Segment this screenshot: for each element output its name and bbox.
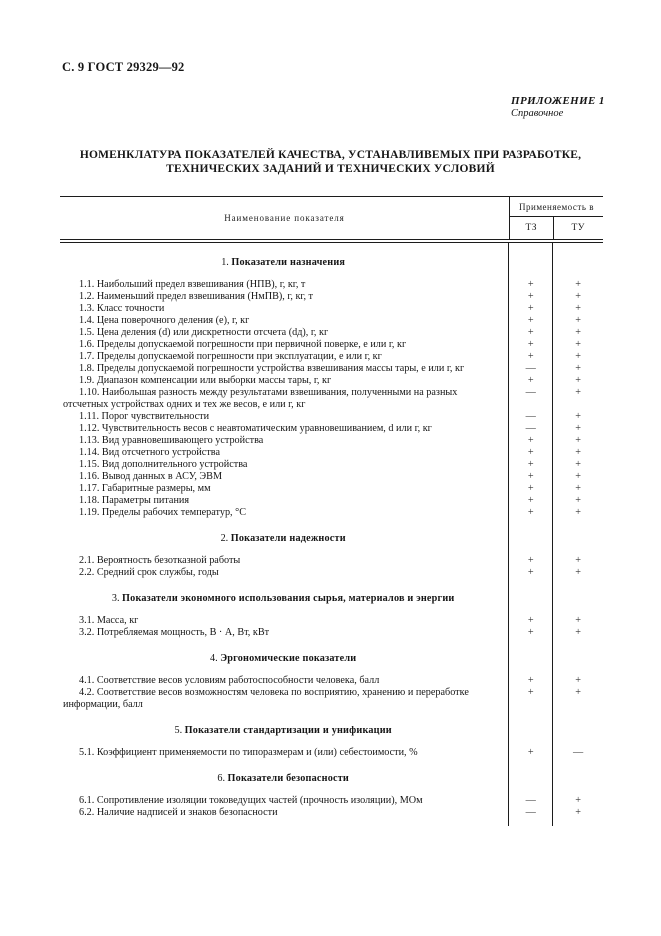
table-row bbox=[60, 627, 603, 639]
table-row bbox=[60, 291, 603, 303]
section-number: 3. bbox=[111, 593, 120, 604]
tu-value: + bbox=[552, 807, 603, 819]
tz-value: + bbox=[508, 315, 552, 327]
tu-cell-empty bbox=[552, 579, 603, 615]
table-header bbox=[60, 197, 603, 239]
tz-value: + bbox=[508, 627, 552, 639]
indicator-name: 3.2. Потребляемая мощность, В · А, Вт, кВт bbox=[79, 627, 270, 638]
tu-value: + bbox=[552, 303, 603, 315]
indicator-name: 1.1. Наибольший предел взвешивания (НПВ), г, кг, т bbox=[79, 279, 306, 290]
applicability-header-group bbox=[509, 197, 603, 239]
tz-value: — bbox=[508, 807, 552, 819]
annex-title: ПРИЛОЖЕНИЕ 1 bbox=[511, 95, 605, 107]
table-row bbox=[60, 447, 603, 459]
tz-value: + bbox=[508, 507, 552, 519]
indicators-table bbox=[60, 196, 603, 826]
tz-value: — bbox=[508, 387, 552, 411]
table-row bbox=[60, 387, 603, 411]
tz-value: + bbox=[508, 351, 552, 363]
table-row bbox=[60, 339, 603, 351]
tz-value: + bbox=[508, 327, 552, 339]
tu-value: + bbox=[552, 459, 603, 471]
table-row bbox=[60, 675, 603, 687]
tz-value: + bbox=[508, 447, 552, 459]
table-row bbox=[60, 495, 603, 507]
indicator-name: 1.5. Цена деления (d) или дискретности отсчета (dд), г, кг bbox=[79, 327, 329, 338]
tu-value: + bbox=[552, 423, 603, 435]
table-row bbox=[60, 795, 603, 807]
tz-value: — bbox=[508, 795, 552, 807]
tz-value bbox=[508, 819, 552, 826]
section-heading-row bbox=[60, 243, 603, 279]
tz-value: + bbox=[508, 279, 552, 291]
table-row bbox=[60, 483, 603, 495]
table-body bbox=[60, 243, 603, 826]
indicator-name: 1.18. Параметры питания bbox=[79, 495, 190, 506]
tz-cell-empty bbox=[508, 759, 552, 795]
tu-value: + bbox=[552, 411, 603, 423]
page-title bbox=[0, 149, 661, 176]
tz-value: + bbox=[508, 483, 552, 495]
indicator-name: 5.1. Коэффициент применяемости по типоразмерам и (или) себестоимости, % bbox=[79, 747, 418, 758]
indicator-name: 1.9. Диапазон компенсации или выборки массы тары, г, кг bbox=[79, 375, 332, 386]
tu-value: + bbox=[552, 567, 603, 579]
tu-cell-empty bbox=[552, 519, 603, 555]
section-number: 4. bbox=[210, 653, 218, 664]
tu-value: + bbox=[552, 795, 603, 807]
indicator-name: 1.16. Вывод данных в АСУ, ЭВМ bbox=[79, 471, 223, 482]
section-title: Эргономические показатели bbox=[220, 653, 357, 664]
indicator-name: 2.1. Вероятность безотказной работы bbox=[79, 555, 241, 566]
table-row bbox=[60, 435, 603, 447]
tu-cell-empty bbox=[552, 759, 603, 795]
column-header-tz: ТЗ bbox=[525, 223, 538, 233]
subheader-row bbox=[510, 217, 603, 239]
section-title: Показатели экономного использования сырья, материалов и энергии bbox=[122, 593, 455, 604]
section-title: Показатели назначения bbox=[231, 257, 346, 268]
tu-value: + bbox=[552, 627, 603, 639]
page-title-line2: ТЕХНИЧЕСКИХ ЗАДАНИЙ И ТЕХНИЧЕСКИХ УСЛОВИЙ bbox=[166, 162, 495, 175]
indicator-name: 1.15. Вид дополнительного устройства bbox=[79, 459, 248, 470]
table-row bbox=[60, 567, 603, 579]
table-row bbox=[60, 375, 603, 387]
tz-value: — bbox=[508, 363, 552, 375]
tz-cell-empty bbox=[508, 243, 552, 279]
tz-value: + bbox=[508, 687, 552, 711]
section-number: 5. bbox=[174, 725, 183, 736]
tu-value: + bbox=[552, 507, 603, 519]
tz-value: + bbox=[508, 375, 552, 387]
tz-value: + bbox=[508, 675, 552, 687]
section-heading bbox=[60, 243, 508, 279]
table-row bbox=[60, 747, 603, 759]
section-heading-row bbox=[60, 711, 603, 747]
tu-value bbox=[552, 819, 603, 826]
table-row bbox=[60, 303, 603, 315]
tu-value: + bbox=[552, 495, 603, 507]
tz-value: + bbox=[508, 291, 552, 303]
tu-value: + bbox=[552, 327, 603, 339]
tz-value: + bbox=[508, 303, 552, 315]
tz-cell-empty bbox=[508, 579, 552, 615]
tu-value: + bbox=[552, 363, 603, 375]
indicator-name: 1.17. Габаритные размеры, мм bbox=[79, 483, 211, 494]
section-number: 1. bbox=[221, 257, 229, 268]
section-number: 6. bbox=[217, 773, 225, 784]
tz-cell-empty bbox=[508, 519, 552, 555]
tu-value: + bbox=[552, 615, 603, 627]
tu-value: — bbox=[552, 747, 603, 759]
tz-value: + bbox=[508, 567, 552, 579]
indicator-name: 1.3. Класс точности bbox=[79, 303, 165, 314]
tu-value: + bbox=[552, 471, 603, 483]
table-row bbox=[60, 363, 603, 375]
section-title: Показатели безопасности bbox=[227, 773, 349, 784]
tu-value: + bbox=[552, 315, 603, 327]
annex-subtitle: Справочное bbox=[511, 107, 564, 119]
tz-value: + bbox=[508, 435, 552, 447]
tu-value: + bbox=[552, 483, 603, 495]
tu-cell-empty bbox=[552, 639, 603, 675]
table-row bbox=[60, 807, 603, 819]
tu-value: + bbox=[552, 291, 603, 303]
indicator-name: 1.10. Наибольшая разность между результатами взвешивания, полученными на разных отсчетных устройствах одних и тех же весов, e или г, кг bbox=[63, 387, 458, 410]
tz-value: + bbox=[508, 495, 552, 507]
indicator-name: 1.7. Пределы допускаемой погрешности при эксплуатации, e или г, кг bbox=[79, 351, 382, 362]
table-row bbox=[60, 423, 603, 435]
section-title: Показатели стандартизации и унификации bbox=[184, 725, 392, 736]
table-row bbox=[60, 351, 603, 363]
tz-value: — bbox=[508, 411, 552, 423]
tz-cell-empty bbox=[508, 711, 552, 747]
tu-cell-empty bbox=[552, 243, 603, 279]
tu-value: + bbox=[552, 351, 603, 363]
table-row bbox=[60, 315, 603, 327]
table-row bbox=[60, 687, 603, 711]
section-number: 2. bbox=[220, 533, 229, 544]
indicator-name: 1.6. Пределы допускаемой погрешности при первичной поверке, e или г, кг bbox=[79, 339, 407, 350]
tz-value: + bbox=[508, 459, 552, 471]
section-heading bbox=[60, 759, 508, 795]
table-row bbox=[60, 819, 603, 826]
annex-block bbox=[511, 95, 605, 120]
tu-value: + bbox=[552, 387, 603, 411]
tu-cell-empty bbox=[552, 711, 603, 747]
section-heading bbox=[60, 579, 508, 615]
section-heading bbox=[60, 639, 508, 675]
indicator-name: 1.12. Чувствительность весов с неавтоматическим уравновешиванием, d или г, кг bbox=[79, 423, 432, 434]
indicator-name: 1.11. Порог чувствительности bbox=[79, 411, 210, 422]
table-row bbox=[60, 411, 603, 423]
indicator-name: 3.1. Масса, кг bbox=[79, 615, 139, 626]
indicator-name: 4.1. Соответствие весов условиям работоспособности человека, балл bbox=[79, 675, 380, 686]
indicator-name: 1.19. Пределы рабочих температур, °С bbox=[79, 507, 246, 518]
indicator-name: 2.2. Средний срок службы, годы bbox=[79, 567, 219, 578]
indicator-name bbox=[60, 819, 508, 826]
section-heading-row bbox=[60, 759, 603, 795]
table-row bbox=[60, 507, 603, 519]
section-title: Показатели надежности bbox=[230, 533, 346, 544]
doc-header: С. 9 ГОСТ 29329—92 bbox=[62, 60, 185, 74]
tu-value: + bbox=[552, 279, 603, 291]
indicator-name: 1.13. Вид уравновешивающего устройства bbox=[79, 435, 264, 446]
tu-value: + bbox=[552, 687, 603, 711]
section-heading bbox=[60, 711, 508, 747]
tz-cell-empty bbox=[508, 639, 552, 675]
tu-value: + bbox=[552, 675, 603, 687]
column-header-tu: ТУ bbox=[553, 217, 603, 239]
section-heading-row bbox=[60, 579, 603, 615]
tu-value: + bbox=[552, 375, 603, 387]
tz-value: + bbox=[508, 471, 552, 483]
tu-value: + bbox=[552, 555, 603, 567]
table-row bbox=[60, 471, 603, 483]
tz-value: + bbox=[508, 339, 552, 351]
indicator-name: 6.1. Сопротивление изоляции токоведущих частей (прочность изоляции), МОм bbox=[79, 795, 423, 806]
indicator-name: 1.4. Цена поверочного деления (e), г, кг bbox=[79, 315, 250, 326]
page-title-line1: НОМЕНКЛАТУРА ПОКАЗАТЕЛЕЙ КАЧЕСТВА, УСТАНАВЛИВЕМЫХ ПРИ РАЗРАБОТКЕ, bbox=[79, 149, 582, 161]
tz-value: — bbox=[508, 423, 552, 435]
column-group-header: Применяемость в bbox=[510, 197, 603, 217]
indicator-name: 4.2. Соответствие весов возможностям человека по восприятию, хранению и переработке информации, балл bbox=[63, 687, 469, 710]
tu-value: + bbox=[552, 339, 603, 351]
table-row bbox=[60, 279, 603, 291]
indicator-name: 1.14. Вид отсчетного устройства bbox=[79, 447, 220, 458]
column-header-name: Наименование показателя bbox=[224, 213, 345, 223]
table-row bbox=[60, 327, 603, 339]
tu-value: + bbox=[552, 447, 603, 459]
table-row bbox=[60, 555, 603, 567]
section-heading-row bbox=[60, 519, 603, 555]
indicator-name: 6.2. Наличие надписей и знаков безопасности bbox=[79, 807, 278, 818]
tz-value: + bbox=[508, 615, 552, 627]
section-heading bbox=[60, 519, 508, 555]
indicator-name: 1.8. Пределы допускаемой погрешности устройства взвешивания массы тары, e или г, кг bbox=[79, 363, 465, 374]
table-row bbox=[60, 459, 603, 471]
tu-value: + bbox=[552, 435, 603, 447]
section-heading-row bbox=[60, 639, 603, 675]
indicator-name: 1.2. Наименьший предел взвешивания (НмПВ), г, кг, т bbox=[79, 291, 314, 302]
tz-value: + bbox=[508, 555, 552, 567]
table-row bbox=[60, 615, 603, 627]
tz-value: + bbox=[508, 747, 552, 759]
